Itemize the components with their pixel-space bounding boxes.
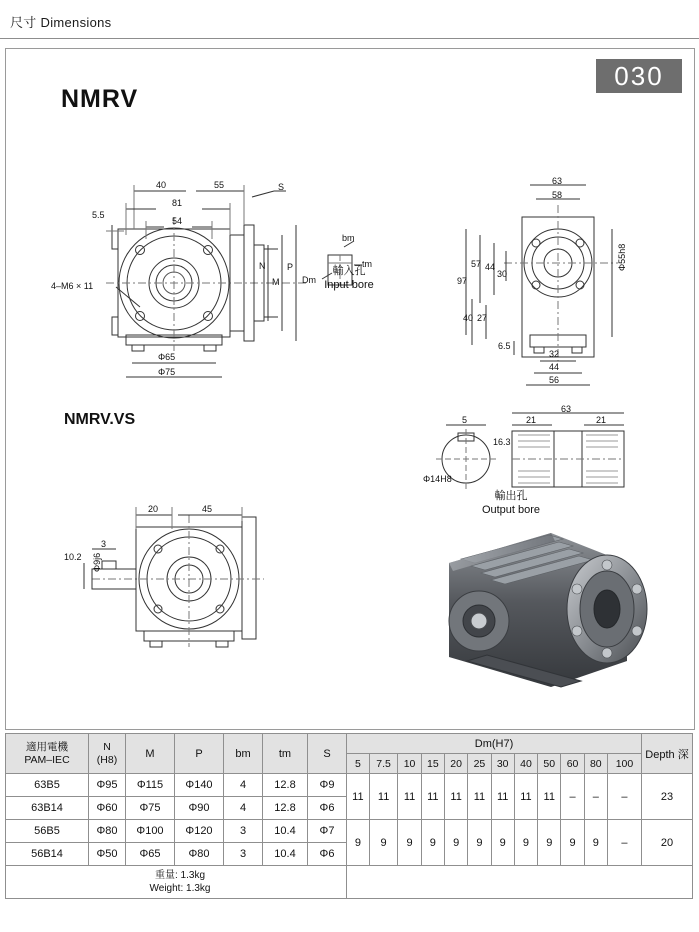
cell-dm-upper-50: 11 xyxy=(538,774,561,820)
cell-p: Φ120 xyxy=(175,820,224,843)
cell-p: Φ80 xyxy=(175,843,224,866)
header-n-main: N xyxy=(103,740,111,753)
dim-front-58: 58 xyxy=(552,190,563,200)
dim-vs-10-2: 10.2 xyxy=(64,552,82,562)
dim-81: 81 xyxy=(172,198,183,208)
cell-n: Φ50 xyxy=(89,843,126,866)
dim-bm: bm xyxy=(342,233,355,243)
header-n xyxy=(89,734,126,774)
dim-front-32: 32 xyxy=(549,349,560,359)
cell-tm: 12.8 xyxy=(263,774,308,797)
dim-N: N xyxy=(259,261,266,271)
dim-S: S xyxy=(278,182,285,192)
weight-cell xyxy=(6,866,347,899)
dim-front-40: 40 xyxy=(463,313,474,323)
header-dm-5: 5 xyxy=(347,754,370,774)
weight-en: Weight: 1.3kg xyxy=(149,883,211,894)
dim-front-56: 56 xyxy=(549,375,560,385)
output-bore-cn: 輸出孔 xyxy=(494,490,528,502)
spec-table xyxy=(5,733,693,899)
input-bore-cn: 輸入孔 xyxy=(332,265,366,277)
cell-s: Φ6 xyxy=(308,797,347,820)
header-n-tol: (H8) xyxy=(96,753,118,766)
cell-n: Φ60 xyxy=(89,797,126,820)
cell-bm: 3 xyxy=(224,820,263,843)
dim-front-57: 57 xyxy=(471,259,482,269)
spec-table-head xyxy=(6,734,693,774)
header-s: S xyxy=(308,734,347,774)
cell-dm-lower-15: 9 xyxy=(421,820,444,866)
model-vs-label: NMRV.VS xyxy=(64,411,136,428)
header-dm-25: 25 xyxy=(468,754,491,774)
header-dm-50: 50 xyxy=(538,754,561,774)
table-footer-row xyxy=(6,866,693,899)
size-badge: 030 xyxy=(596,59,682,93)
cell-pam-iec: 56B14 xyxy=(6,843,89,866)
cell-dm-upper-10: 11 xyxy=(398,774,421,820)
cell-bm: 4 xyxy=(224,774,263,797)
header-dm-80: 80 xyxy=(584,754,607,774)
dim-M: M xyxy=(272,277,280,287)
cell-bm: 3 xyxy=(224,843,263,866)
cell-depth-upper: 23 xyxy=(642,774,693,820)
dim-phi65: Φ65 xyxy=(158,352,176,362)
cell-s: Φ9 xyxy=(308,774,347,797)
dim-55: 55 xyxy=(214,180,225,190)
input-bore-en: Input bore xyxy=(324,279,374,291)
input-bore-caption xyxy=(306,264,392,292)
weight-cn: 重量: 1.3kg xyxy=(154,870,206,881)
table-row xyxy=(6,774,693,797)
cell-n: Φ95 xyxy=(89,774,126,797)
cell-dm-upper-5: 11 xyxy=(347,774,370,820)
header-bm: bm xyxy=(224,734,263,774)
dim-phi75: Φ75 xyxy=(158,367,176,377)
dim-out-21a: 21 xyxy=(526,415,537,425)
header-depth: Depth 深 xyxy=(642,734,693,774)
dim-out-5: 5 xyxy=(462,415,468,425)
cell-p: Φ140 xyxy=(175,774,224,797)
header-dm-15: 15 xyxy=(421,754,444,774)
cell-dm-upper-60: – xyxy=(561,774,584,820)
cell-pam-iec: 63B14 xyxy=(6,797,89,820)
model-label: NMRV xyxy=(61,85,139,113)
header-pam-iec-cn: 適用電機 xyxy=(26,740,68,753)
dim-vs-45: 45 xyxy=(202,504,213,514)
dim-front-97: 97 xyxy=(457,276,468,286)
dim-front-63: 63 xyxy=(552,176,563,186)
cell-tm: 10.4 xyxy=(263,820,308,843)
footer-blank-cell xyxy=(347,866,693,899)
header-dm-100: 100 xyxy=(607,754,641,774)
drawing-frame xyxy=(5,48,695,730)
header-p: P xyxy=(175,734,224,774)
cell-dm-lower-50: 9 xyxy=(538,820,561,866)
dim-vs-20: 20 xyxy=(148,504,159,514)
cell-dm-upper-25: 11 xyxy=(468,774,491,820)
header-dm-30: 30 xyxy=(491,754,514,774)
cell-s: Φ6 xyxy=(308,843,347,866)
dim-out-21b: 21 xyxy=(596,415,607,425)
cell-pam-iec: 56B5 xyxy=(6,820,89,843)
spec-table-body xyxy=(6,774,693,899)
cell-dm-lower-40: 9 xyxy=(514,820,537,866)
dim-phi9j6: Φ9j6 xyxy=(92,552,102,572)
dim-40: 40 xyxy=(156,180,167,190)
cell-dm-lower-25: 9 xyxy=(468,820,491,866)
cell-m: Φ65 xyxy=(126,843,175,866)
header-m: M xyxy=(126,734,175,774)
cell-m: Φ75 xyxy=(126,797,175,820)
dim-4-M6-11: 4–M6 × 11 xyxy=(51,281,94,291)
dim-out-16-3: 16.3 xyxy=(493,437,511,447)
cell-s: Φ7 xyxy=(308,820,347,843)
table-header-row-1 xyxy=(6,734,693,754)
cell-dm-lower-20: 9 xyxy=(444,820,467,866)
cell-dm-lower-60: 9 xyxy=(561,820,584,866)
cell-tm: 12.8 xyxy=(263,797,308,820)
cell-dm-lower-7-5: 9 xyxy=(369,820,398,866)
cell-tm: 10.4 xyxy=(263,843,308,866)
dim-54: 54 xyxy=(172,216,183,226)
cell-dm-upper-15: 11 xyxy=(421,774,444,820)
cell-dm-lower-80: 9 xyxy=(584,820,607,866)
cell-dm-upper-80: – xyxy=(584,774,607,820)
cell-m: Φ115 xyxy=(126,774,175,797)
cell-dm-upper-30: 11 xyxy=(491,774,514,820)
dim-front-6-5: 6.5 xyxy=(498,341,511,351)
header-pam-iec xyxy=(6,734,89,774)
dim-out-63: 63 xyxy=(561,404,572,414)
cell-p: Φ90 xyxy=(175,797,224,820)
dim-tm: tm xyxy=(362,259,372,269)
cell-dm-upper-40: 11 xyxy=(514,774,537,820)
cell-dm-upper-7-5: 11 xyxy=(369,774,398,820)
cell-dm-lower-10: 9 xyxy=(398,820,421,866)
dim-5-5: 5.5 xyxy=(92,210,105,220)
table-row xyxy=(6,820,693,843)
dim-P: P xyxy=(287,262,294,272)
dim-front-44b: 44 xyxy=(549,362,560,372)
header-dm-10: 10 xyxy=(398,754,421,774)
dim-front-44: 44 xyxy=(485,262,496,272)
cell-dm-lower-30: 9 xyxy=(491,820,514,866)
header-dm-60: 60 xyxy=(561,754,584,774)
header-divider xyxy=(0,38,699,39)
header-dm-20: 20 xyxy=(444,754,467,774)
cell-m: Φ100 xyxy=(126,820,175,843)
header-dm-40: 40 xyxy=(514,754,537,774)
output-bore-en: Output bore xyxy=(481,504,541,516)
dim-Dm: Dm xyxy=(302,275,316,285)
dim-phi14h8: Φ14H8 xyxy=(423,474,452,484)
header-dm-group: Dm(H7) xyxy=(347,734,642,754)
product-photo xyxy=(431,511,661,707)
cell-n: Φ80 xyxy=(89,820,126,843)
page-title: 尺寸 Dimensions xyxy=(10,15,112,30)
cell-dm-upper-20: 11 xyxy=(444,774,467,820)
dim-front-30: 30 xyxy=(497,269,508,279)
header-tm: tm xyxy=(263,734,308,774)
cell-depth-lower: 20 xyxy=(642,820,693,866)
cell-dm-lower-5: 9 xyxy=(347,820,370,866)
cell-pam-iec: 63B5 xyxy=(6,774,89,797)
header-dm-7-5: 7.5 xyxy=(369,754,398,774)
header-pam-iec-en: PAM–IEC xyxy=(24,753,70,766)
dim-vs-3: 3 xyxy=(101,539,107,549)
dim-phi55h8: Φ55h8 xyxy=(617,243,627,271)
dim-front-27: 27 xyxy=(477,313,488,323)
cell-dm-lower-100: – xyxy=(607,820,641,866)
cell-bm: 4 xyxy=(224,797,263,820)
cell-dm-upper-100: – xyxy=(607,774,641,820)
